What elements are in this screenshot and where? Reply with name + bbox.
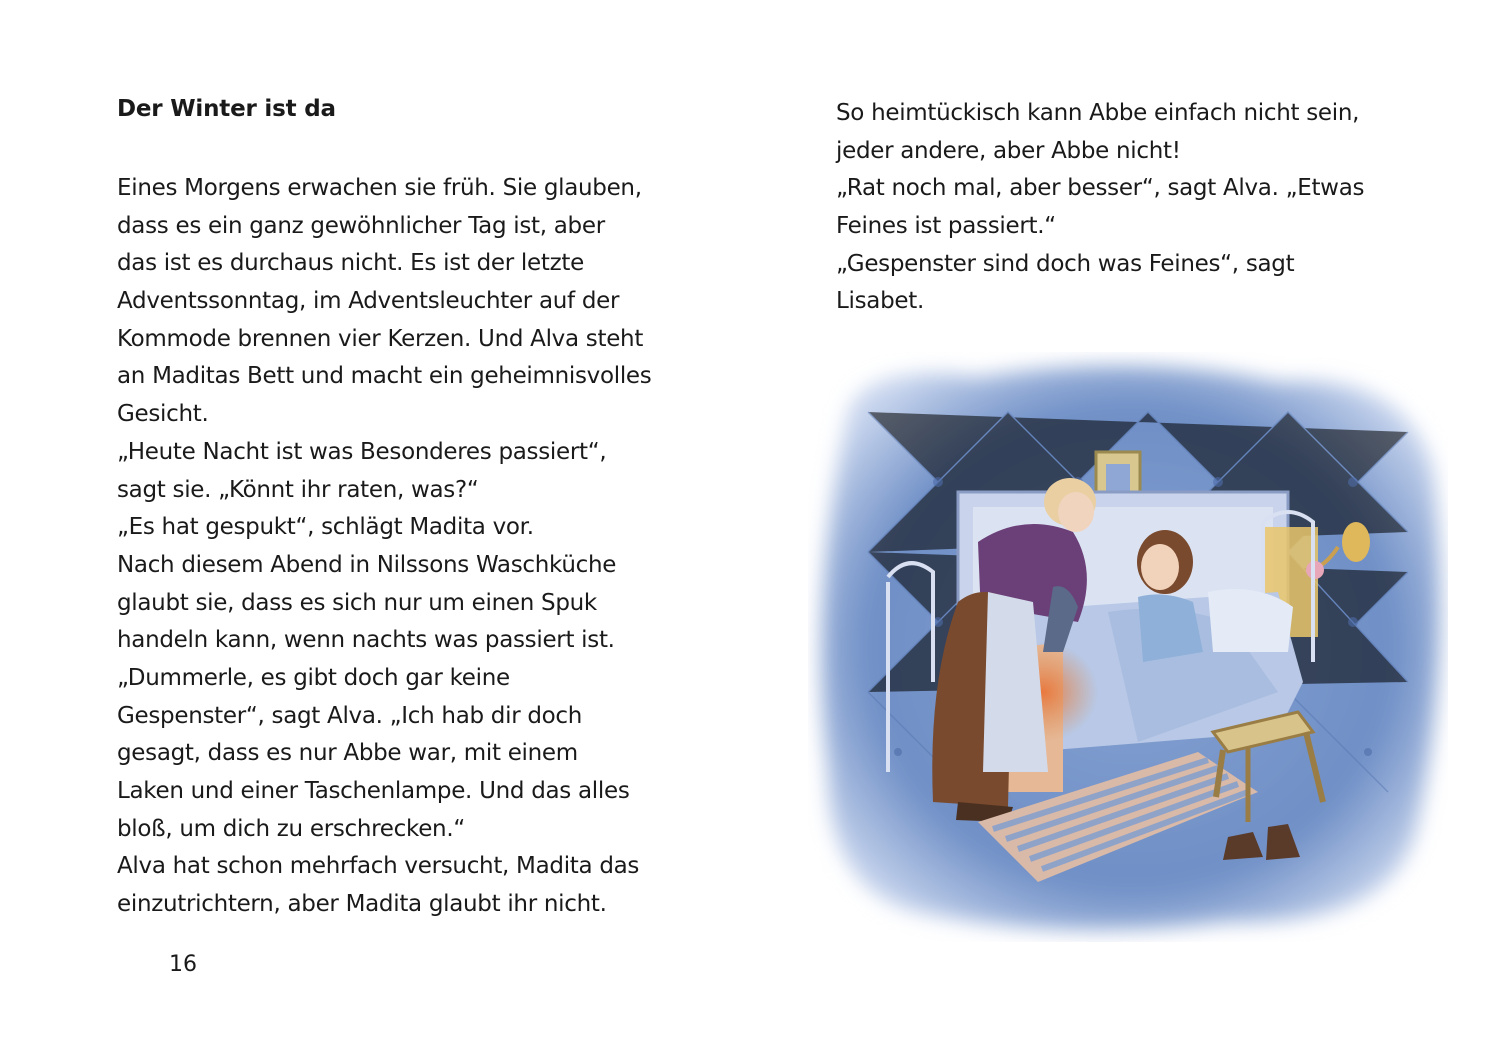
text-line: Feines ist passiert.“: [836, 213, 1056, 240]
right-text-block: [836, 95, 1364, 321]
text-line: einzutrichtern, aber Madita glaubt ihr nicht.: [117, 891, 607, 918]
bedroom-illustration: [808, 352, 1448, 942]
text-line: Eines Morgens erwachen sie früh. Sie glauben,: [117, 175, 642, 201]
text-line: das ist es durchaus nicht. Es ist der letzte: [117, 250, 584, 277]
text-line: handeln kann, wenn nachts was passiert ist.: [117, 627, 615, 654]
text-line: So heimtückisch kann Abbe einfach nicht sein,: [836, 100, 1360, 126]
chapter-heading: Der Winter ist da: [117, 96, 336, 122]
page-number: 16: [169, 952, 197, 977]
text-line: „Heute Nacht ist was Besonderes passiert“,: [117, 438, 607, 465]
text-line: Lisabet.: [836, 288, 924, 315]
text-line: an Maditas Bett und macht ein geheimnisvolles: [117, 363, 652, 390]
text-line: Gesicht.: [117, 401, 209, 428]
text-line: „Dummerle, es gibt doch gar keine: [117, 664, 510, 691]
text-line: gesagt, dass es nur Abbe war, mit einem: [117, 740, 578, 767]
text-line: Alva hat schon mehrfach versucht, Madita das: [117, 853, 640, 880]
text-line: Kommode brennen vier Kerzen. Und Alva steht: [117, 325, 644, 352]
text-line: glaubt sie, dass es sich nur um einen Spuk: [117, 589, 597, 616]
text-line: Laken und einer Taschenlampe. Und das alles: [117, 778, 630, 804]
text-line: Gespenster“, sagt Alva. „Ich hab dir doch: [117, 702, 583, 729]
text-line: dass es ein ganz gewöhnlicher Tag ist, aber: [117, 212, 605, 239]
text-line: „Gespenster sind doch was Feines“, sagt: [836, 250, 1295, 277]
right-page: [750, 0, 1500, 1064]
text-line: jeder andere, aber Abbe nicht!: [836, 137, 1181, 164]
text-line: sagt sie. „Könnt ihr raten, was?“: [117, 476, 479, 503]
text-line: „Es hat gespukt“, schlägt Madita vor.: [117, 514, 534, 541]
text-line: „Rat noch mal, aber besser“, sagt Alva. „Etwas: [836, 175, 1365, 202]
left-text-block: [117, 170, 651, 924]
text-line: Adventssonntag, im Adventsleuchter auf der: [117, 288, 620, 315]
text-line: Nach diesem Abend in Nilssons Waschküche: [117, 551, 617, 578]
text-line: bloß, um dich zu erschrecken.“: [117, 815, 465, 842]
